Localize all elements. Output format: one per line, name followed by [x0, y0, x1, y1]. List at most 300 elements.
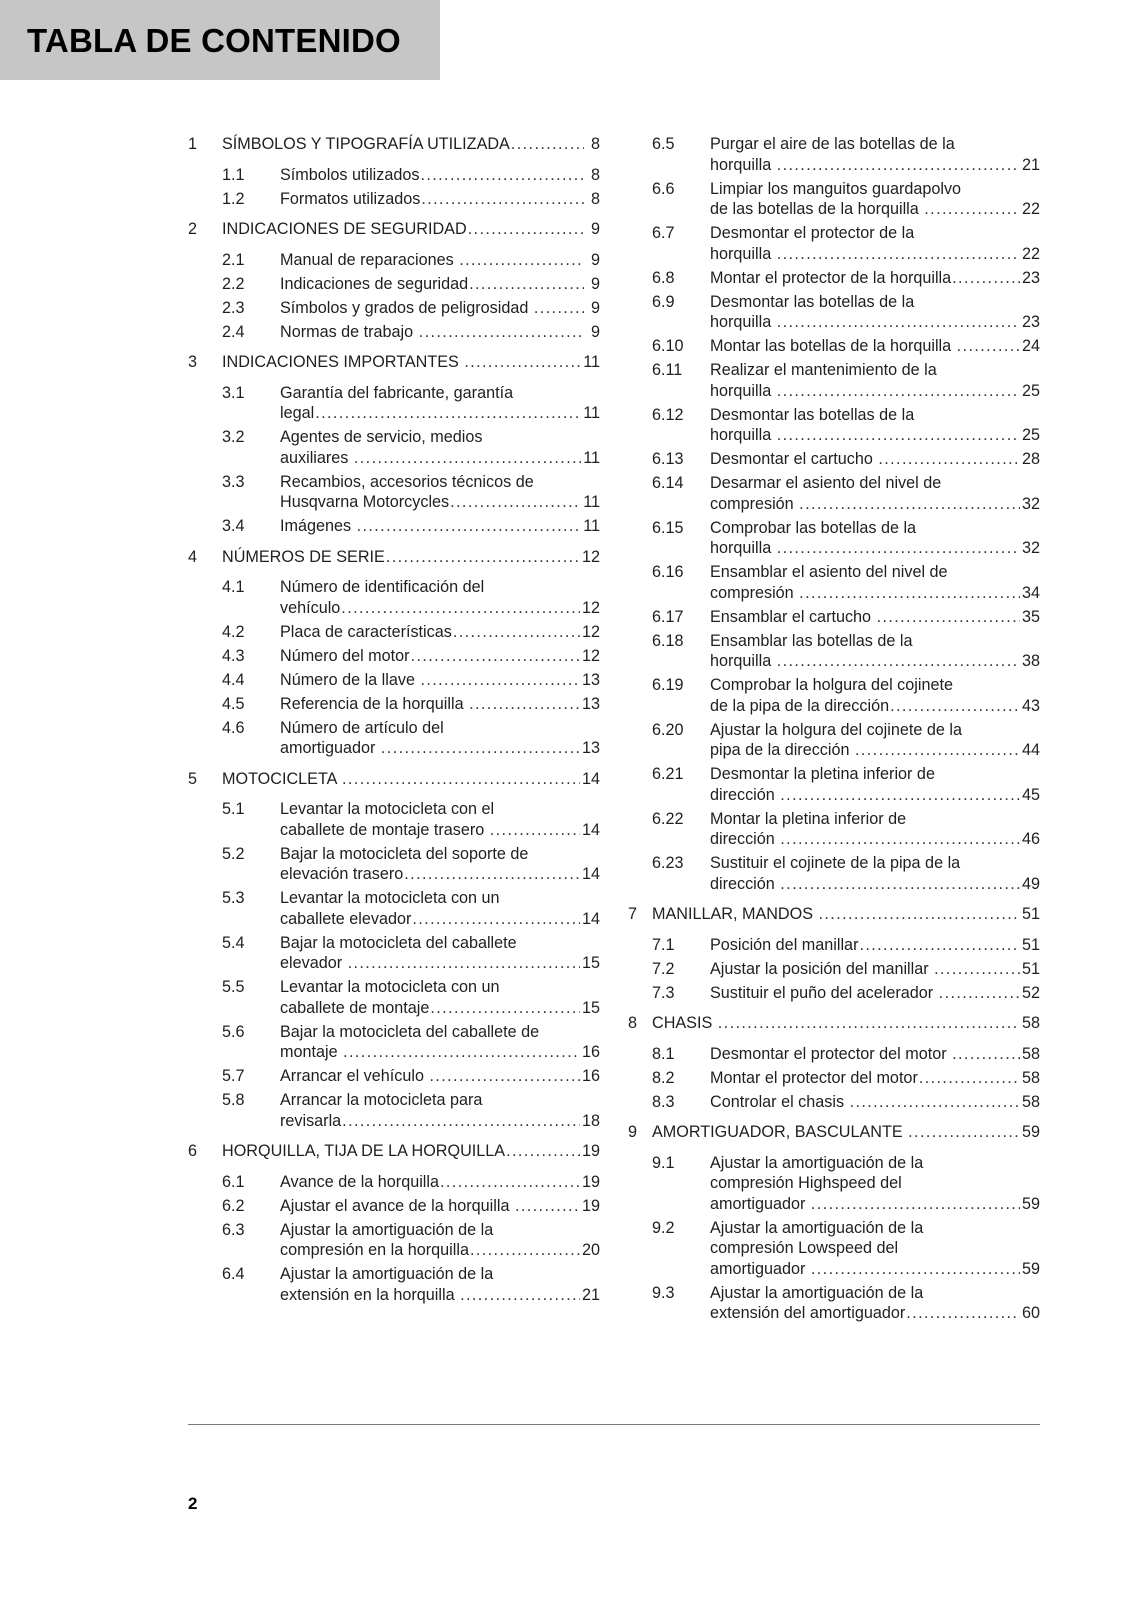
toc-entry-title — [222, 134, 600, 155]
toc-section-entry[interactable] — [628, 764, 1040, 805]
toc-section-entry[interactable] — [628, 1092, 1040, 1113]
toc-page-number: 15 — [581, 998, 600, 1017]
toc-entry-title — [710, 959, 1040, 980]
toc-entry-number: 4.4 — [222, 670, 245, 689]
dot-leader — [348, 953, 580, 974]
title-banner — [0, 0, 440, 80]
dot-leader — [464, 352, 581, 373]
toc-entry-title — [280, 472, 600, 513]
toc-page-number: 14 — [581, 865, 600, 883]
toc-entry-text: Placa de características — [280, 622, 452, 641]
dot-leader — [855, 740, 1020, 761]
toc-entry-number: 6.2 — [222, 1196, 245, 1215]
toc-entry-number: 6.8 — [652, 268, 675, 287]
toc-entry-title — [280, 1264, 600, 1305]
dot-leader — [534, 298, 584, 319]
dot-leader — [490, 820, 580, 841]
toc-entry-title — [280, 189, 600, 210]
toc-entry-text: Posición del manillar — [710, 935, 859, 954]
toc-entry-title — [280, 1090, 600, 1131]
dot-leader — [811, 1194, 1020, 1215]
toc-entry-text: auxiliares — [280, 448, 353, 467]
toc-entry-title — [280, 427, 600, 468]
toc-page-number: 8 — [590, 135, 600, 153]
toc-entry-number: 4.5 — [222, 694, 245, 713]
toc-entry-text: Garantía del fabricante, garantía — [280, 383, 514, 402]
toc-page-number: 59 — [1021, 1194, 1040, 1213]
toc-entry-text: Ajustar la posición del manillar — [710, 959, 934, 978]
toc-chapter-entry[interactable] — [628, 904, 1040, 925]
toc-entry-text: elevador — [280, 954, 347, 972]
toc-page-number: 51 — [1021, 935, 1040, 954]
toc-page-number: 19 — [581, 1142, 600, 1160]
toc-page-number: 21 — [581, 1285, 600, 1304]
toc-section-entry[interactable] — [188, 1220, 600, 1261]
toc-page-number: 23 — [1021, 268, 1040, 287]
toc-entry-title — [710, 1283, 1040, 1324]
toc-section-entry[interactable] — [628, 1153, 1040, 1215]
dot-leader — [506, 1141, 580, 1162]
toc-section-entry[interactable] — [628, 607, 1040, 628]
dot-leader — [934, 959, 1020, 980]
toc-section-entry[interactable] — [188, 322, 600, 343]
toc-section-entry[interactable] — [628, 134, 1040, 175]
toc-entry-number: 6.21 — [652, 765, 684, 783]
dot-leader — [952, 268, 1020, 289]
toc-entry-number: 8 — [628, 1014, 638, 1032]
toc-entry-text: montaje — [280, 1043, 343, 1061]
toc-entry-title — [710, 1153, 1040, 1215]
toc-section-entry[interactable] — [188, 1196, 600, 1217]
toc-entry-text: Comprobar las botellas de la — [710, 518, 917, 537]
toc-entry-title — [280, 165, 600, 186]
toc-section-entry[interactable] — [188, 694, 600, 715]
toc-section-entry[interactable] — [628, 518, 1040, 559]
toc-entry-text: Número de la llave — [280, 670, 420, 689]
toc-section-entry[interactable] — [188, 189, 600, 210]
toc-entry-number: 2.2 — [222, 274, 245, 293]
toc-chapter-entry[interactable] — [628, 1122, 1040, 1143]
toc-entry-title — [652, 904, 1040, 925]
toc-entry-title — [280, 622, 600, 643]
toc-section-entry[interactable] — [628, 809, 1040, 850]
toc-section-entry[interactable] — [628, 449, 1040, 470]
toc-chapter-entry[interactable] — [188, 134, 600, 155]
toc-section-entry[interactable] — [188, 274, 600, 295]
toc-section-entry[interactable] — [188, 1172, 600, 1193]
toc-entry-text: Limpiar los manguitos guardapolvo — [710, 179, 962, 198]
toc-entry-title — [710, 405, 1040, 446]
toc-entry-text: compresión Highspeed del — [710, 1174, 902, 1192]
toc-page-number: 23 — [1021, 313, 1040, 331]
dot-leader — [780, 829, 1020, 850]
toc-entry-text: Montar las botellas de la horquilla — [710, 337, 956, 355]
toc-entry-title — [280, 1172, 600, 1193]
toc-entry-text: de la pipa de la dirección — [710, 696, 890, 715]
toc-entry-text: Símbolos y grados de peligrosidad — [280, 298, 533, 317]
toc-page-number: 58 — [1021, 1044, 1040, 1063]
toc-entry-number: 8.2 — [652, 1068, 675, 1087]
toc-section-entry[interactable] — [188, 844, 600, 885]
toc-entry-text: Desmontar las botellas de la — [710, 292, 915, 311]
toc-page-number: 28 — [1021, 450, 1040, 468]
dot-leader — [919, 1068, 1020, 1089]
toc-section-entry[interactable] — [188, 670, 600, 691]
toc-chapter-entry[interactable] — [188, 769, 600, 790]
toc-entry-number: 2.1 — [222, 250, 245, 269]
toc-section-entry[interactable] — [628, 720, 1040, 761]
toc-section-entry[interactable] — [188, 383, 600, 424]
dot-leader — [343, 1042, 580, 1063]
dot-leader — [420, 670, 580, 691]
toc-entry-text: horquilla — [710, 652, 776, 670]
toc-entry-title — [280, 844, 600, 885]
dot-leader — [908, 1122, 1020, 1143]
toc-page-number: 51 — [1021, 905, 1040, 923]
toc-section-entry[interactable] — [628, 562, 1040, 603]
toc-entry-text: Ensamblar el cartucho — [710, 607, 876, 626]
toc-section-entry[interactable] — [628, 853, 1040, 894]
toc-entry-number: 6.4 — [222, 1265, 245, 1283]
toc-section-entry[interactable] — [188, 577, 600, 618]
toc-entry-title — [710, 360, 1040, 401]
page-number: 2 — [188, 1494, 198, 1513]
toc-section-entry[interactable] — [188, 1066, 600, 1087]
toc-page-number: 9 — [590, 220, 600, 238]
toc-entry-number: 1.2 — [222, 189, 245, 208]
toc-entry-text: horquilla — [710, 244, 776, 263]
toc-section-entry[interactable] — [628, 1283, 1040, 1324]
toc-section-entry[interactable] — [628, 935, 1040, 956]
toc-section-entry[interactable] — [628, 1068, 1040, 1089]
toc-page-number: 24 — [1021, 337, 1040, 355]
toc-entry-number: 4.2 — [222, 622, 245, 641]
toc-section-entry[interactable] — [628, 179, 1040, 220]
toc-entry-text: Montar la pletina inferior de — [710, 809, 907, 828]
toc-section-entry[interactable] — [188, 250, 600, 271]
toc-page-number: 60 — [1021, 1304, 1040, 1322]
toc-entry-text: NÚMEROS DE SERIE — [222, 547, 385, 566]
toc-entry-title — [280, 646, 600, 667]
dot-leader — [957, 336, 1020, 357]
toc-entry-text: Desmontar la pletina inferior de — [710, 765, 935, 783]
toc-entry-text: Purgar el aire de las botellas de la — [710, 135, 955, 153]
toc-entry-number: 7.3 — [652, 983, 675, 1002]
toc-entry-number: 4.1 — [222, 578, 245, 596]
toc-chapter-entry[interactable] — [188, 547, 600, 568]
dot-leader — [924, 199, 1020, 220]
toc-section-entry[interactable] — [188, 516, 600, 537]
toc-entry-title — [710, 1068, 1040, 1089]
toc-entry-title — [280, 274, 600, 295]
toc-page-number: 15 — [581, 954, 600, 972]
toc-page-number: 13 — [581, 739, 600, 757]
toc-entry-text: CHASIS — [652, 1014, 717, 1032]
toc-entry-text: horquilla — [710, 313, 776, 331]
toc-chapter-entry[interactable] — [188, 352, 600, 373]
toc-section-entry[interactable] — [628, 631, 1040, 672]
toc-entry-number: 3.1 — [222, 383, 245, 402]
toc-section-entry[interactable] — [188, 1022, 600, 1063]
dot-leader — [421, 189, 584, 210]
dot-leader — [468, 219, 584, 240]
toc-entry-title — [710, 675, 1040, 716]
toc-entry-title — [710, 607, 1040, 628]
toc-section-entry[interactable] — [188, 646, 600, 667]
toc-entry-text: Desarmar el asiento del nivel de — [710, 474, 942, 492]
toc-section-entry[interactable] — [188, 977, 600, 1018]
toc-entry-title — [652, 1013, 1040, 1034]
dot-leader — [460, 1285, 580, 1306]
toc-page-number: 11 — [583, 493, 600, 511]
toc-entry-text: Bajar la motocicleta del caballete de — [280, 1022, 540, 1041]
toc-entry-number: 7.1 — [652, 935, 675, 954]
toc-page-number: 19 — [581, 1196, 600, 1215]
toc-page-number: 11 — [583, 517, 600, 535]
toc-section-entry[interactable] — [628, 1044, 1040, 1065]
toc-entry-text: Ajustar la amortiguación de la — [710, 1153, 924, 1172]
toc-entry-number: 5 — [188, 769, 198, 788]
toc-entry-title — [710, 983, 1040, 1004]
dot-leader — [411, 646, 580, 667]
toc-entry-number: 4.6 — [222, 718, 245, 737]
toc-page-number: 58 — [1021, 1014, 1040, 1032]
toc-entry-number: 5.7 — [222, 1067, 245, 1085]
toc-page-number: 12 — [581, 646, 600, 665]
toc-page-number: 22 — [1021, 200, 1040, 218]
toc-entry-text: INDICACIONES IMPORTANTES — [222, 353, 464, 371]
dot-leader — [777, 538, 1020, 559]
toc-page-number: 32 — [1021, 494, 1040, 513]
toc-page-number: 14 — [581, 820, 600, 839]
toc-entry-number: 7.2 — [652, 959, 675, 978]
toc-entry-number: 4.3 — [222, 646, 245, 665]
toc-page-number: 8 — [590, 165, 600, 184]
toc-entry-text: Controlar el chasis — [710, 1092, 849, 1111]
toc-entry-number: 6.18 — [652, 631, 684, 650]
dot-leader — [859, 935, 1020, 956]
toc-entry-text: Avance de la horquilla — [280, 1172, 439, 1191]
toc-section-entry[interactable] — [628, 360, 1040, 401]
toc-entry-number: 9.3 — [652, 1283, 675, 1302]
toc-entry-number: 3 — [188, 353, 198, 371]
toc-entry-text: Levantar la motocicleta con un — [280, 978, 500, 996]
toc-entry-text: Comprobar la holgura del cojinete — [710, 676, 953, 694]
toc-entry-text: Número de artículo del — [280, 718, 444, 737]
dot-leader — [878, 449, 1020, 470]
toc-section-entry[interactable] — [628, 268, 1040, 289]
toc-entry-number: 1 — [188, 135, 198, 153]
toc-page-number: 46 — [1021, 830, 1040, 848]
toc-section-entry[interactable] — [628, 292, 1040, 333]
dot-leader — [777, 381, 1020, 402]
toc-entry-number: 6.1 — [222, 1172, 245, 1191]
toc-entry-text: Imágenes — [280, 517, 356, 535]
dot-leader — [404, 864, 580, 885]
toc-entry-number: 6.6 — [652, 179, 675, 198]
toc-page-number: 44 — [1021, 741, 1040, 759]
toc-page-number: 22 — [1021, 244, 1040, 263]
toc-entry-number: 6.10 — [652, 337, 684, 355]
dot-leader — [412, 909, 580, 930]
toc-entry-text: Referencia de la horquilla — [280, 694, 469, 713]
toc-entry-text: Formatos utilizados — [280, 189, 421, 208]
toc-entry-text: amortiguador — [710, 1194, 810, 1213]
dot-leader — [811, 1259, 1020, 1280]
toc-entry-title — [280, 670, 600, 691]
dot-leader — [877, 607, 1020, 628]
toc-entry-text: Símbolos utilizados — [280, 165, 420, 184]
toc-section-entry[interactable] — [628, 983, 1040, 1004]
toc-entry-title — [652, 1122, 1040, 1143]
toc-entry-number: 2 — [188, 220, 198, 238]
toc-section-entry[interactable] — [628, 405, 1040, 446]
toc-entry-number: 9.2 — [652, 1218, 675, 1237]
toc-entry-text: vehículo — [280, 598, 341, 617]
toc-chapter-entry[interactable] — [188, 1141, 600, 1162]
toc-entry-text: AMORTIGUADOR, BASCULANTE — [652, 1123, 908, 1141]
toc-entry-title — [710, 292, 1040, 333]
toc-page-number: 8 — [590, 189, 600, 208]
toc-entry-text: horquilla — [710, 539, 776, 557]
toc-entry-text: MANILLAR, MANDOS — [652, 905, 818, 923]
toc-section-entry[interactable] — [188, 427, 600, 468]
toc-entry-title — [710, 853, 1040, 894]
toc-section-entry[interactable] — [628, 959, 1040, 980]
dot-leader — [850, 1092, 1020, 1113]
toc-entry-number: 6.5 — [652, 135, 675, 153]
toc-entry-text: Desmontar las botellas de la — [710, 405, 915, 424]
toc-entry-number: 6.3 — [222, 1220, 245, 1239]
toc-entry-title — [280, 322, 600, 343]
toc-section-entry[interactable] — [188, 1090, 600, 1131]
toc-entry-title — [710, 631, 1040, 672]
toc-entry-number: 6.16 — [652, 563, 684, 581]
toc-entry-number: 2.3 — [222, 298, 245, 317]
dot-leader — [515, 1196, 580, 1217]
toc-entry-text: horquilla — [710, 426, 776, 444]
toc-section-entry[interactable] — [628, 1218, 1040, 1280]
toc-page-number: 51 — [1021, 959, 1040, 978]
toc-entry-title — [710, 935, 1040, 956]
toc-entry-title — [710, 720, 1040, 761]
dot-leader — [430, 998, 580, 1019]
toc-entry-number: 6 — [188, 1142, 198, 1160]
toc-entry-text: Husqvarna Motorcycles — [280, 493, 450, 511]
dot-leader — [459, 250, 584, 271]
toc-section-entry[interactable] — [188, 298, 600, 319]
toc-page-number: 49 — [1021, 874, 1040, 893]
toc-entry-text: Número de identificación del — [280, 578, 485, 596]
toc-entry-title — [710, 1092, 1040, 1113]
toc-section-entry[interactable] — [188, 933, 600, 974]
dot-leader — [450, 492, 581, 513]
dot-leader — [939, 983, 1020, 1004]
toc-entry-text: elevación trasero — [280, 865, 404, 883]
dot-leader — [777, 155, 1020, 176]
dot-leader — [777, 244, 1020, 265]
toc-page-number: 16 — [581, 1067, 600, 1085]
toc-section-entry[interactable] — [188, 799, 600, 840]
toc-chapter-entry[interactable] — [628, 1013, 1040, 1034]
toc-section-entry[interactable] — [188, 472, 600, 513]
toc-entry-text: extensión del amortiguador — [710, 1304, 906, 1322]
toc-entry-text: Levantar la motocicleta con el — [280, 800, 495, 818]
toc-entry-number: 6.12 — [652, 405, 684, 424]
dot-leader — [470, 1240, 580, 1261]
toc-entry-number: 3.4 — [222, 517, 245, 535]
toc-section-entry[interactable] — [628, 473, 1040, 514]
toc-entry-number: 5.6 — [222, 1022, 245, 1041]
toc-entry-number: 8.3 — [652, 1092, 675, 1111]
toc-entry-number: 5.1 — [222, 800, 245, 818]
toc-page-number: 58 — [1021, 1068, 1040, 1087]
toc-entry-text: Ajustar la amortiguación de la — [710, 1283, 924, 1302]
toc-entry-text: Bajar la motocicleta del caballete — [280, 933, 517, 952]
toc-entry-text: caballete de montaje trasero — [280, 820, 489, 839]
toc-chapter-entry[interactable] — [188, 219, 600, 240]
toc-column-right — [628, 134, 1040, 1327]
toc-section-entry[interactable] — [188, 165, 600, 186]
toc-entry-number: 7 — [628, 905, 638, 923]
toc-page-number: 11 — [583, 404, 600, 422]
toc-entry-title — [710, 336, 1040, 357]
toc-entry-number: 6.7 — [652, 224, 675, 242]
toc-section-entry[interactable] — [188, 1264, 600, 1305]
toc-entry-text: horquilla — [710, 155, 776, 174]
dot-leader — [469, 274, 584, 295]
dot-leader — [341, 598, 580, 619]
toc-entry-title — [710, 518, 1040, 559]
toc-entry-title — [280, 577, 600, 618]
dot-leader — [419, 322, 584, 343]
toc-section-entry[interactable] — [188, 622, 600, 643]
toc-entry-number: 6.17 — [652, 607, 684, 626]
toc-section-entry[interactable] — [628, 336, 1040, 357]
toc-page-number: 13 — [581, 694, 600, 713]
toc-page-number: 11 — [583, 353, 600, 371]
toc-page-number: 12 — [581, 547, 600, 566]
toc-entry-text: caballete de montaje — [280, 998, 430, 1017]
dot-leader — [440, 1172, 580, 1193]
toc-entry-text: MOTOCICLETA — [222, 769, 342, 788]
dot-leader — [420, 165, 584, 186]
toc-entry-text: Sustituir el puño del acelerador — [710, 983, 938, 1002]
toc-entry-title — [222, 1141, 600, 1162]
toc-section-entry[interactable] — [188, 718, 600, 759]
toc-entry-title — [710, 809, 1040, 850]
dot-leader — [777, 312, 1020, 333]
toc-section-entry[interactable] — [188, 888, 600, 929]
toc-section-entry[interactable] — [628, 223, 1040, 264]
toc-page-number: 19 — [581, 1172, 600, 1191]
footer-divider — [188, 1424, 1040, 1425]
toc-entry-title — [280, 516, 600, 537]
toc-entry-text: INDICACIONES DE SEGURIDAD — [222, 220, 467, 238]
toc-entry-title — [710, 179, 1040, 220]
toc-entry-text: caballete elevador — [280, 909, 412, 928]
toc-page-number: 52 — [1021, 983, 1040, 1002]
toc-entry-text: Arrancar la motocicleta para — [280, 1091, 483, 1109]
toc-entry-text: Número del motor — [280, 646, 410, 665]
toc-section-entry[interactable] — [628, 675, 1040, 716]
toc-entry-number: 6.11 — [652, 361, 683, 379]
toc-entry-text: compresión en la horquilla — [280, 1241, 469, 1259]
toc-entry-text: revisarla — [280, 1111, 342, 1130]
toc-entry-text: legal — [280, 404, 315, 422]
dot-leader — [777, 425, 1020, 446]
toc-entry-number: 9.1 — [652, 1153, 675, 1172]
